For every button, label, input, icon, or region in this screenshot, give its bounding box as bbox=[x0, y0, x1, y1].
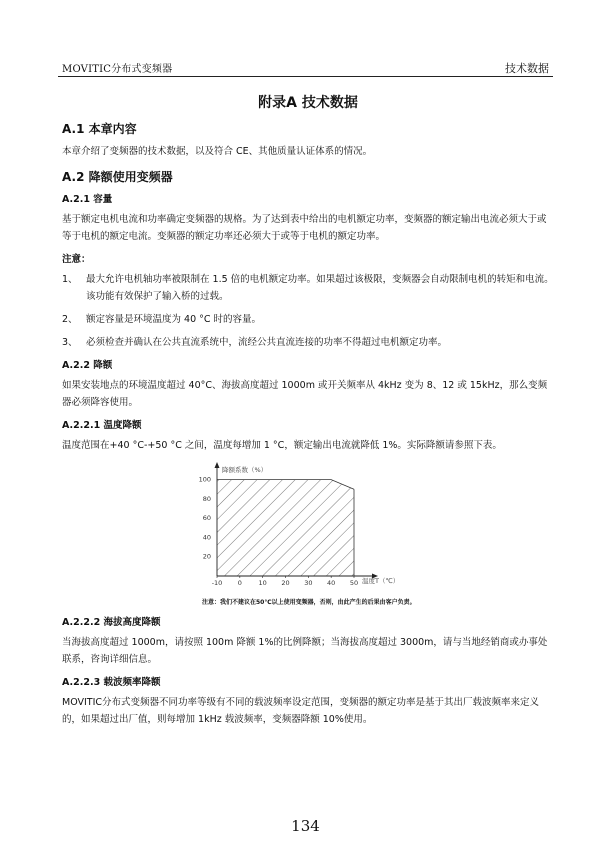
chart-y-tick-label: 80 bbox=[202, 494, 211, 503]
note-label: 注意： bbox=[62, 254, 91, 265]
paragraph-a21: 基于额定电机电流和功率确定变频器的规格。为了达到表中给出的电机额定功率，变频器的额定输出电流必须大于或等于电机的额定电流。变频器的额定功率还必须大于或等于电机的额定功率。 bbox=[62, 214, 547, 242]
heading-a223: A.2.2.3 载波频率降额 bbox=[62, 677, 161, 688]
header-rule bbox=[58, 76, 553, 77]
chart-note: 注意：我们不建议在50℃以上使用变频器，否则，由此产生的后果由客户负责。 bbox=[202, 599, 416, 606]
chart-x-tick-label: 10 bbox=[258, 579, 267, 587]
chart-y-tick-label: 60 bbox=[202, 514, 211, 523]
note-item-number: 3、 bbox=[62, 337, 78, 348]
chart-x-tick-label: -10 bbox=[211, 579, 223, 587]
paragraph-a221: 温度范围在+40 °C-+50 °C 之间，温度每增加 1 °C，额定输出电流就降低 1%。实际降额请参照下表。 bbox=[62, 440, 502, 451]
chart-x-tick-label: 40 bbox=[327, 579, 336, 587]
note-item-text: 必须检查并确认在公共直流系统中，流经公共直流连接的功率不得超过电机额定功率。 bbox=[86, 337, 448, 348]
heading-a222: A.2.2.2 海拔高度降额 bbox=[62, 617, 161, 628]
derating-chart-svg bbox=[62, 458, 554, 606]
heading-a221: A.2.2.1 温度降额 bbox=[62, 420, 142, 431]
chart-x-tick-label: 20 bbox=[281, 579, 290, 587]
paragraph-a22: 如果安装地点的环境温度超过 40°C、海拔高度超过 1000m 或开关频率从 4kHz 变为 8、12 或 15kHz，那么变频器必须降容使用。 bbox=[62, 380, 548, 408]
heading-a22: A.2.2 降额 bbox=[62, 360, 113, 371]
heading-a2: A.2 降额使用变频器 bbox=[62, 170, 173, 184]
header-section-title: 技术数据 bbox=[505, 62, 549, 75]
chart-y-axis-arrow bbox=[215, 462, 220, 468]
chart-y-axis-label: 降额系数（%） bbox=[222, 466, 268, 474]
chart-y-tick-label: 40 bbox=[202, 533, 211, 542]
page-title: 附录A 技术数据 bbox=[258, 95, 358, 111]
note-item-2 bbox=[62, 311, 554, 328]
note-item-1 bbox=[62, 271, 554, 305]
note-item-3 bbox=[62, 334, 554, 351]
chart-x-axis-label: 温度T（℃） bbox=[362, 577, 400, 585]
note-item-text: 额定容量是环境温度为 40 °C 时的容量。 bbox=[86, 314, 262, 325]
note-item-number: 1、 bbox=[62, 274, 78, 285]
paragraph-a1: 本章介绍了变频器的技术数据，以及符合 CE、其他质量认证体系的情况。 bbox=[62, 146, 373, 157]
paragraph-a222: 当海拔高度超过 1000m，请按照 100m 降额 1%的比例降额；当海拔高度超过 3000m，请与当地经销商或办事处联系，咨询详细信息。 bbox=[62, 637, 548, 665]
chart-y-tick-label: 20 bbox=[202, 552, 211, 561]
paragraph-a223: MOVITIC分布式变频器不同功率等级有不同的载波频率设定范围，变频器的额定功率是基于其出厂载波频率来定义的，如果超过出厂值，则每增加 1kHz 载波频率，变频器降额 10%使用。 bbox=[62, 697, 540, 725]
note-item-number: 2、 bbox=[62, 314, 78, 325]
heading-a21: A.2.1 容量 bbox=[62, 194, 113, 205]
header-document-title: MOVITIC分布式变频器 bbox=[62, 64, 173, 75]
chart-x-tick-label: 30 bbox=[304, 579, 313, 587]
note-item-text: 最大允许电机轴功率被限制在 1.5 倍的电机额定功率。如果超过该极限，变频器会自动限制电机的转矩和电流。该功能有效保护了输入桥的过载。 bbox=[86, 274, 554, 302]
page-content bbox=[62, 92, 554, 732]
chart-y-tick-label: 100 bbox=[198, 475, 211, 484]
chart-x-tick-label: 0 bbox=[237, 579, 242, 587]
derating-area bbox=[217, 480, 354, 576]
page-number: 134 bbox=[291, 817, 320, 835]
heading-a1: A.1 本章内容 bbox=[62, 122, 137, 136]
temperature-derating-chart bbox=[62, 458, 554, 606]
chart-x-tick-label: 50 bbox=[349, 579, 359, 587]
